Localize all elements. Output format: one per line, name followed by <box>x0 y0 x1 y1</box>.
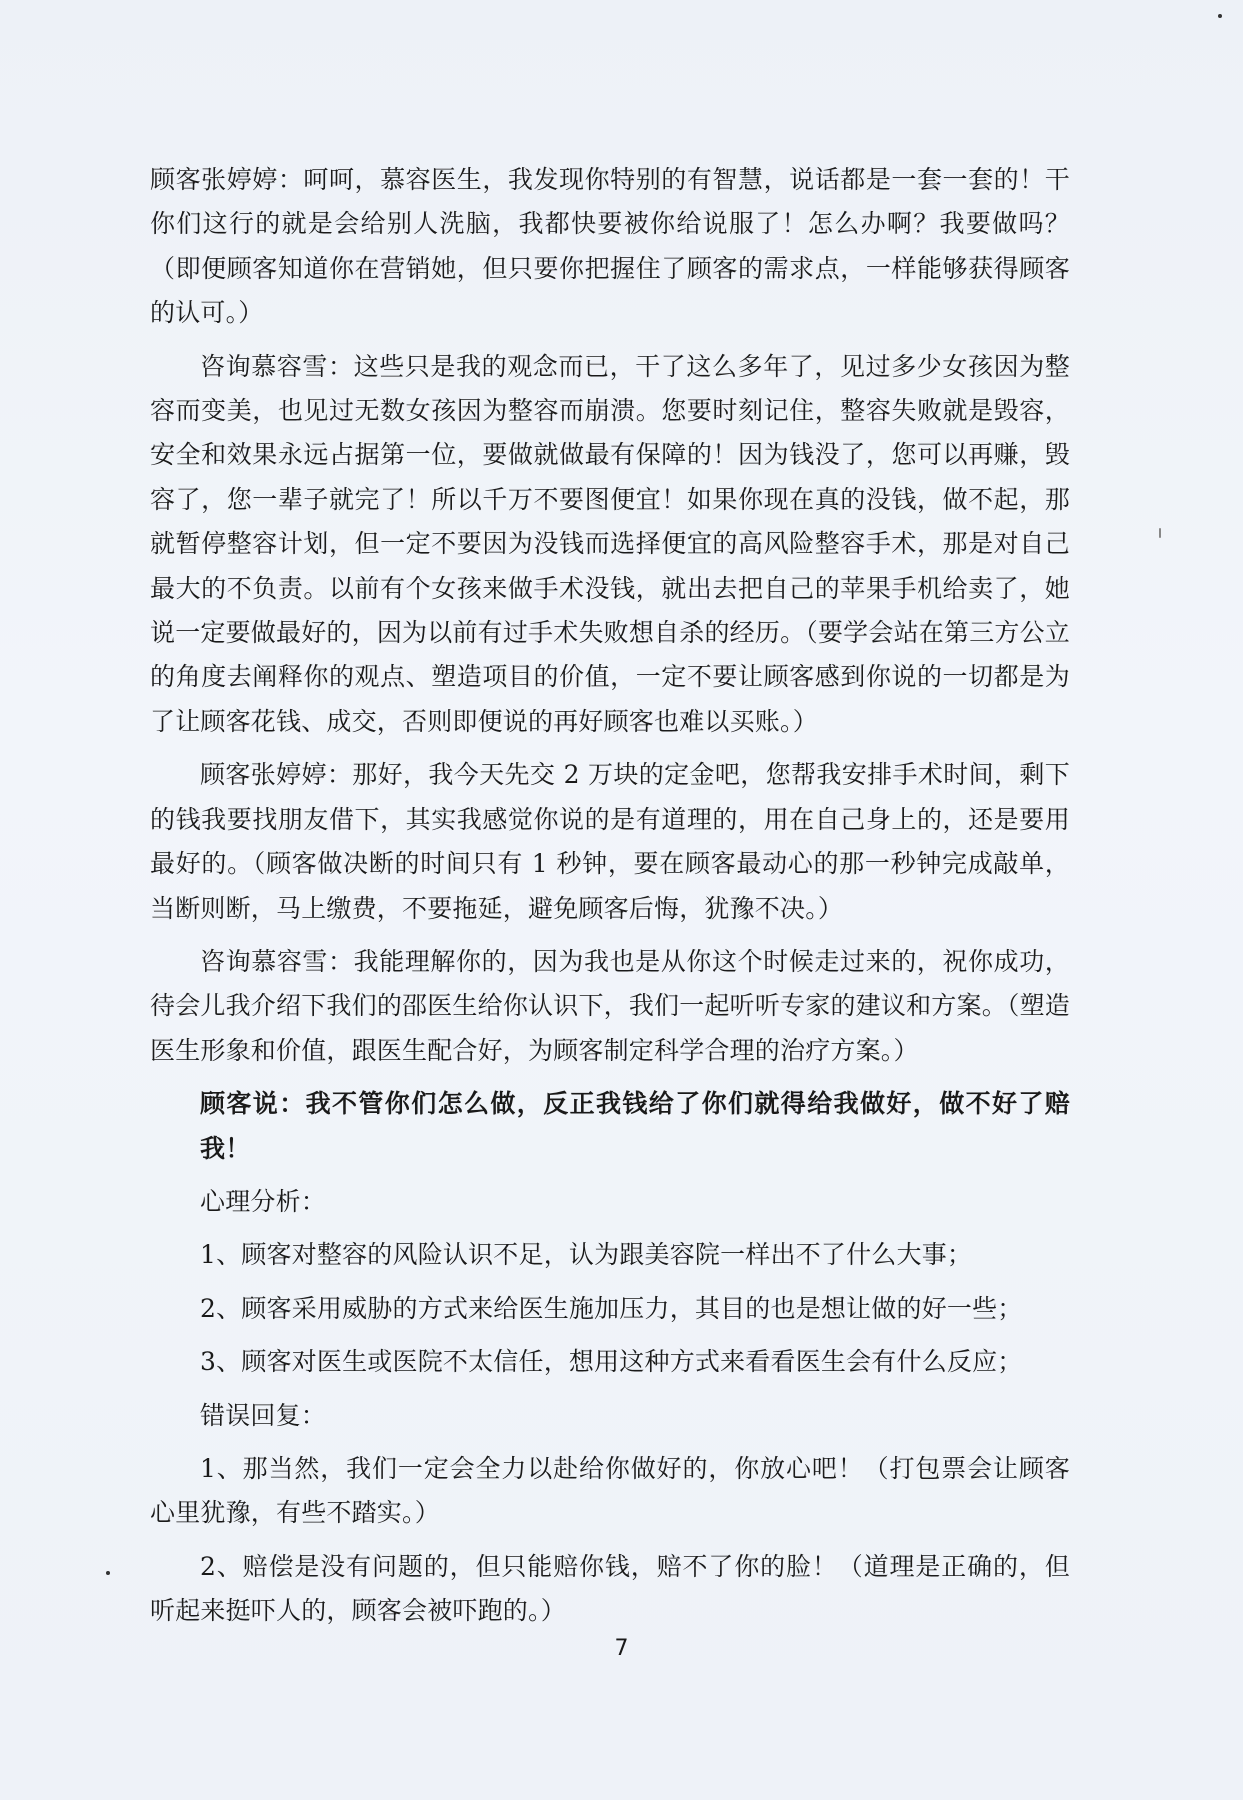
analysis-heading: 心理分析： <box>200 1186 327 1216</box>
scan-speck <box>1218 14 1222 18</box>
wrong-reply-heading: 错误回复： <box>200 1400 327 1430</box>
analysis-item-3: 3、顾客对医生或医院不太信任，想用这种方式来看看医生会有什么反应； <box>200 1347 1023 1377</box>
paragraph-3: 顾客张婷婷：那好，我今天先交 2 万块的定金吧，您帮我安排手术时间，剩下的钱我要找朋友借下，其实我感觉你说的是有道理的，用在自己身上的，还是要用最好的。（顾客做决断的时间只有 1 秒钟，要在顾客最动心的那一秒钟完成敲单，当断则断，马上缴费，不要拖延，避免顾客后悔，犹豫不决。） <box>150 760 1070 923</box>
analysis-item-1: 1、顾客对整容的风险认识不足，认为跟美容院一样出不了什么大事； <box>200 1240 973 1270</box>
wrong-reply-item-2: 2、赔偿是没有问题的，但只能赔你钱，赔不了你的脸！（道理是正确的，但听起来挺吓人的，顾客会被吓跑的。） <box>150 1551 1070 1626</box>
scan-speck <box>1159 528 1161 538</box>
paragraph-4: 咨询慕容雪：我能理解你的，因为我也是从你这个时候走过来的，祝你成功，待会儿我介绍下我们的邵医生给你认识下，我们一起听听专家的建议和方案。（塑造医生形象和价值，跟医生配合好，为顾客制定科学合理的治疗方案。） <box>150 946 1070 1065</box>
page-number: 7 <box>614 1636 629 1661</box>
scan-speck <box>106 1571 110 1575</box>
bold-heading: 顾客说：我不管你们怎么做，反正我钱给了你们就得给我做好，做不好了赔我！ <box>200 1089 1070 1163</box>
paragraph-2: 咨询慕容雪：这些只是我的观念而已，干了这么多年了，见过多少女孩因为整容而变美，也见过无数女孩因为整容而崩溃。您要时刻记住，整容失败就是毁容，安全和效果永远占据第一位，要做就做最有保障的！因为钱没了，您可以再赚，毁容了，您一辈子就完了！所以千万不要图便宜！如果你现在真的没钱，做不起，那就暂停整容计划，但一定不要因为没钱而选择便宜的高风险整容手术，那是对自己最大的不负责。以前有个女孩来做手术没钱，就出去把自己的苹果手机给卖了，她说一定要做最好的，因为以前有过手术失败想自杀的经历。（要学会站在第三方公立的角度去阐释你的观点、塑造项目的价值，一定不要让顾客感到你说的一切都是为了让顾客花钱、成交，否则即便说的再好顾客也难以买账。） <box>150 351 1070 736</box>
wrong-reply-item-1: 1、那当然，我们一定会全力以赴给你做好的，你放心吧！（打包票会让顾客心里犹豫，有些不踏实。） <box>150 1453 1070 1528</box>
paragraph-1: 顾客张婷婷：呵呵，慕容医生，我发现你特别的有智慧，说话都是一套一套的！干你们这行的就是会给别人洗脑，我都快要被你给说服了！怎么办啊？我要做吗？（即便顾客知道你在营销她，但只要你把握住了顾客的需求点，一样能够获得顾客的认可。） <box>150 165 1070 328</box>
analysis-item-2: 2、顾客采用威胁的方式来给医生施加压力，其目的也是想让做的好一些； <box>200 1293 1023 1323</box>
page-content <box>150 158 1070 1643</box>
